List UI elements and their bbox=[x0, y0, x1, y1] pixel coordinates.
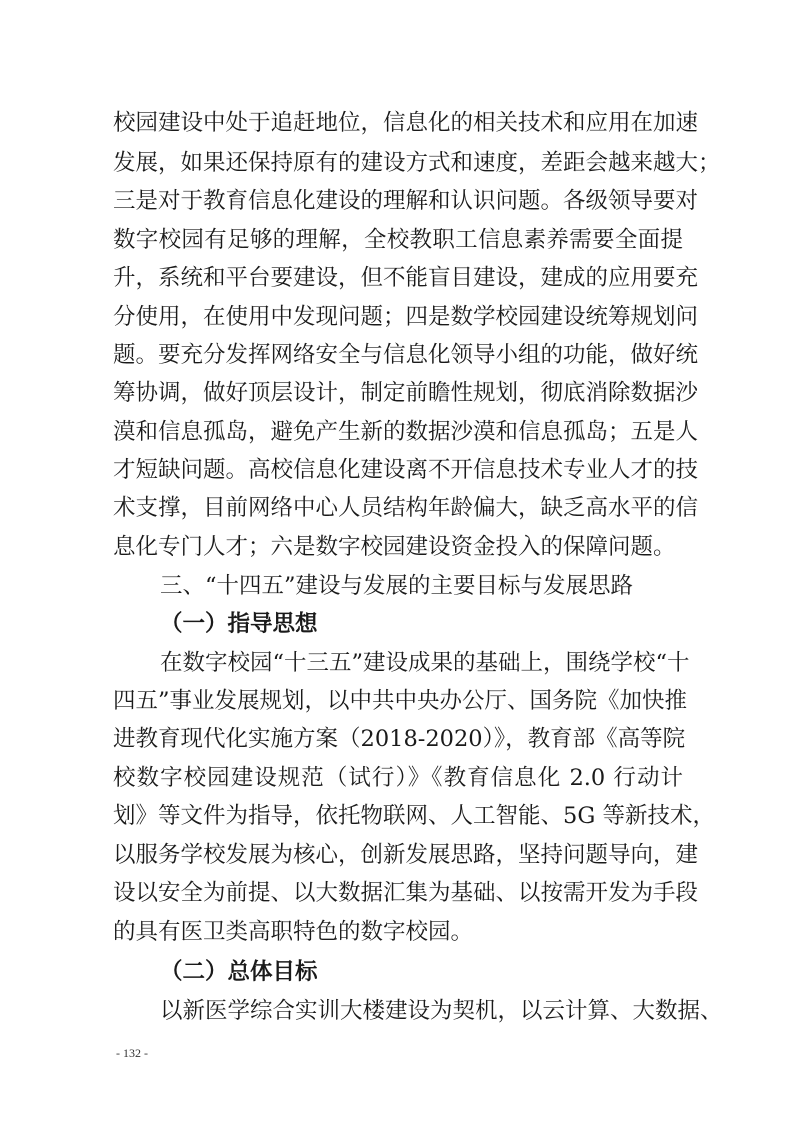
body-line: 的具有医卫类高职特色的数字校园。 bbox=[113, 919, 474, 945]
subsection-heading: （一）指导思想 bbox=[160, 611, 318, 637]
body-line: 三是对于教育信息化建设的理解和认识问题。各级领导要对 bbox=[113, 188, 699, 214]
body-line: 划》等文件为指导，依托物联网、人工智能、5G 等新技术， bbox=[113, 803, 715, 829]
body-line: 筹协调，做好顶层设计，制定前瞻性规划，彻底消除数据沙 bbox=[113, 380, 699, 406]
section-heading: 三、“十四五”建设与发展的主要目标与发展思路 bbox=[160, 573, 634, 599]
body-line: 设以安全为前提、以大数据汇集为基础、以按需开发为手段 bbox=[113, 880, 699, 906]
body-line: 校数字校园建设规范（试行）》《教育信息化 2.0 行动计 bbox=[113, 765, 683, 791]
body-line: 进教育现代化实施方案（2018-2020）》，教育部《高等院 bbox=[113, 726, 686, 752]
body-line: 分使用，在使用中发现问题；四是数学校园建设统筹规划问 bbox=[113, 304, 699, 330]
body-line: 校园建设中处于追赶地位，信息化的相关技术和应用在加速 bbox=[113, 110, 699, 136]
body-line: 四五”事业发展规划，以中共中央办公厅、国务院《加快推 bbox=[113, 688, 688, 714]
body-line: 升，系统和平台要建设，但不能盲目建设，建成的应用要充 bbox=[113, 265, 699, 291]
body-line: 发展，如果还保持原有的建设方式和速度，差距会越来越大； bbox=[113, 150, 721, 176]
body-line: 题。要充分发挥网络安全与信息化领导小组的功能，做好统 bbox=[113, 342, 699, 368]
subsection-heading: （二）总体目标 bbox=[160, 959, 318, 985]
body-line: 漠和信息孤岛，避免产生新的数据沙漠和信息孤岛；五是人 bbox=[113, 419, 699, 445]
body-line: 以新医学综合实训大楼建设为契机，以云计算、大数据、 bbox=[160, 998, 723, 1024]
page-number: - 132 - bbox=[116, 1046, 148, 1060]
body-line: 息化专门人才；六是数字校园建设资金投入的保障问题。 bbox=[113, 534, 676, 560]
body-line: 数字校园有足够的理解，全校教职工信息素养需要全面提 bbox=[113, 227, 683, 253]
body-line: 在数字校园“十三五”建设成果的基础上，围绕学校“十 bbox=[160, 650, 690, 676]
body-line: 以服务学校发展为核心，创新发展思路，坚持问题导向，建 bbox=[113, 842, 699, 868]
body-line: 才短缺问题。高校信息化建设离不开信息技术专业人才的技 bbox=[113, 457, 699, 483]
body-line: 术支撑，目前网络中心人员结构年龄偏大，缺乏高水平的信 bbox=[113, 495, 699, 521]
